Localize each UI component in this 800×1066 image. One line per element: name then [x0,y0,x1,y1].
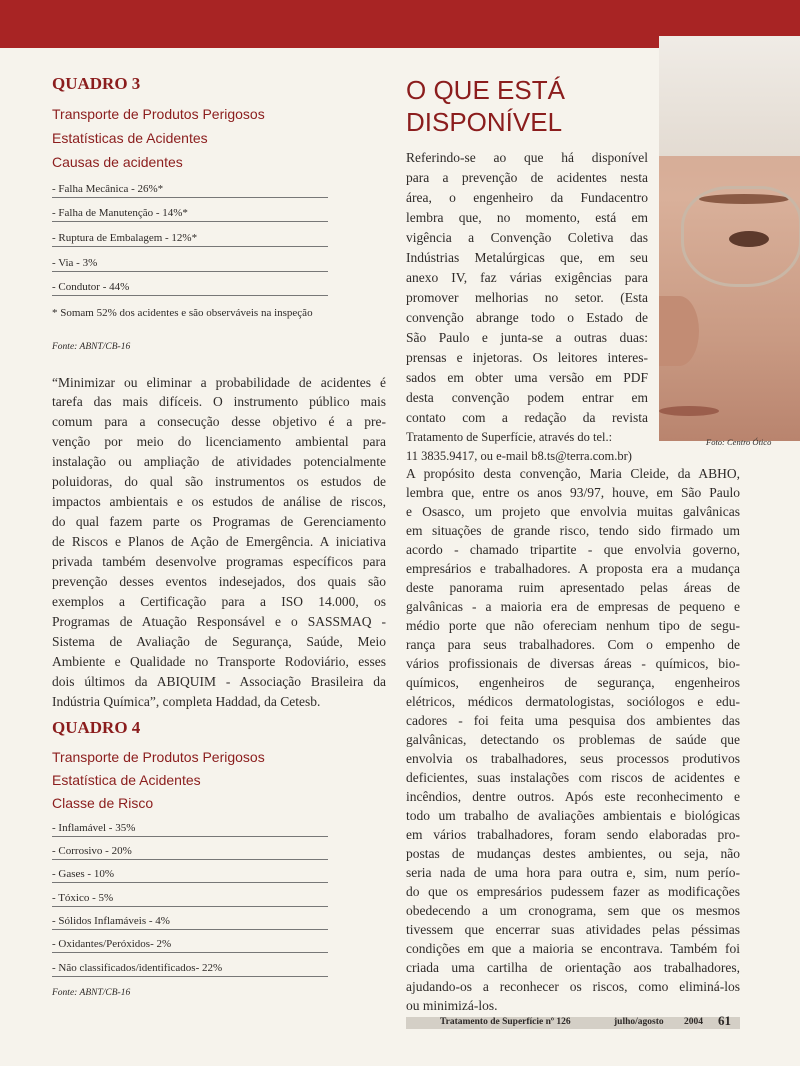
left-text-line: exemplos a Certificação para a ISO 14.000, os [52,594,386,609]
section-title-line-1: O QUE ESTÁ [406,75,565,105]
left-text-line: tarefa das mais difíceis. O instrumento público mais [52,394,386,409]
quadro4-subtitle-2: Estatística de Acidentes [52,772,201,788]
photo-mouth [659,406,719,416]
quadro4-item: - Tóxico - 5% [52,892,328,907]
right-text-line: galvânicas - a maioria era de empresas de pequeno e [406,599,740,614]
page-footer [406,1017,740,1029]
right-text-line: 11 3835.9417, ou e-mail b8.ts@terra.com.br) [406,449,632,463]
right-text-line: área, o engenheiro da Fundacentro [406,190,648,205]
photo-eye [729,231,769,247]
photo-man-with-safety-glasses [659,36,800,441]
right-text-line: para a prevenção de acidentes nesta [406,170,648,185]
quadro4-subtitle-3: Classe de Risco [52,795,154,811]
right-text-line: postas de mudanças destes ambientes, ou seja, não [406,846,740,861]
right-text-line: acordo - chamado tripartite - que envolvia governo, [406,542,740,557]
left-text-line: instalação ou ampliação de atividades potencialmente [52,454,386,469]
photo-nose [659,296,699,366]
left-text-line: poluidoras, do qual são instrumentos os estudos de [52,474,386,489]
quadro4-item: - Inflamável - 35% [52,822,328,837]
right-text-line: ou minimizá-los. [406,998,498,1013]
quadro4-item: - Oxidantes/Peróxidos- 2% [52,938,328,953]
right-text-line: cadores - foi feita uma pesquisa dos ambientes das [406,713,740,728]
left-text-line: dois últimos da ABIQUIM - Associação Brasileira da [52,674,386,689]
right-text-line: envolvia os trabalhadores, seus processos produtivos [406,751,740,766]
quadro3-item: - Ruptura de Embalagem - 12%* [52,232,328,247]
photo-hair [659,36,800,156]
right-text-line: em situações de grande risco, tendo sido firmado um [406,523,740,538]
right-text-line: incêndios, dentre outros. Após este reconhecimento e [406,789,740,804]
right-text-line: desta convenção podem entrar em [406,390,648,405]
left-text-line: Programas de Atuação Responsável e o SASSMAQ - [52,614,386,629]
quadro3-note: * Somam 52% dos acidentes e são observáveis na inspeção [52,307,313,319]
photo-credit: Foto: Centro Ótico [706,437,772,447]
left-text-line: impactos ambientais e os estudos de análise de riscos, [52,494,386,509]
left-text-line: de Riscos e Planos de Ação de Emergência. A iniciativa [52,534,386,549]
right-text-line: em vários trabalhadores, foram sendo elaboradas pro- [406,827,740,842]
right-text-line: todo um trabalho de avaliações ambientais e biológicas [406,808,740,823]
quadro3-source: Fonte: ABNT/CB-16 [52,342,131,352]
right-text-line: contato com a redação da revista [406,410,648,425]
quadro4-item: - Sólidos Inflamáveis - 4% [52,915,328,930]
right-text-line: vigência a Convenção Coletiva das [406,230,648,245]
right-text-line: ajudando-os a reconhecer os riscos, como eliminá-los [406,979,740,994]
left-text-line: “Minimizar ou eliminar a probabilidade de acidentes é [52,375,386,390]
section-title [406,74,666,138]
right-text-line: rança para seus trabalhadores. Com o empenho de [406,637,740,652]
right-text-line: obedecendo a um cronograma, sem que os mesmos [406,903,740,918]
section-title-line-2: DISPONÍVEL [406,107,563,137]
quadro4-item: - Corrosivo - 20% [52,845,328,860]
left-text-line: Ambiente e Qualidade no Transporte Rodoviário, esses [52,654,386,669]
left-text-line: comum para a consecução desse objetivo é a pre- [52,414,386,429]
right-text-line: médio porte que não ofereciam nenhum tipo de segu- [406,618,740,633]
footer-magazine: Tratamento de Superfície nº 126 [440,1017,571,1027]
quadro3-subtitle-2: Estatísticas de Acidentes [52,130,208,146]
right-text-line: seria nada de uma hora para outra e, sim, num perío- [406,865,740,880]
page-number: 61 [718,1013,731,1028]
right-text-line: galvânicas, detectando os problemas de saúde que [406,732,740,747]
quadro4-item: - Não classificados/identificados- 22% [52,962,328,977]
footer-period: julho/agosto [614,1017,664,1027]
right-text-line: prensas e injetoras. Os leitores interes- [406,350,648,365]
right-text-line: criada uma cartilha de orientação aos trabalhadores, [406,960,740,975]
left-text-line: Sistema de Avaliação de Segurança, Saúde, Meio [52,634,386,649]
left-text-line: venção por meio do licenciamento ambiental para [52,434,386,449]
right-text-line: vários profissionais de diversas áreas - químicos, bio- [406,656,740,671]
right-text-line: químicos, engenheiros de segurança, engenheiros [406,675,740,690]
right-text-line: empresários e trabalhadores. A proposta era a mudança [406,561,740,576]
quadro4-subtitle-1: Transporte de Produtos Perigosos [52,749,265,765]
right-text-line: lembra que, entre os anos 93/97, houve, em São Paulo [406,485,740,500]
left-text-line: prevenção desses eventos indesejados, dos quais são [52,574,386,589]
right-text-line: lembra que, no momento, está em [406,210,648,225]
right-text-line: e Osasco, um projeto que envolvia muitas galvânicas [406,504,740,519]
right-text-line: deste panorama ruim apresentado pelas áreas de [406,580,740,595]
right-text-line: Indústrias Metalúrgicas que, em seu [406,250,648,265]
quadro4-item: - Gases - 10% [52,868,328,883]
right-text-line: sados em obter uma versão em PDF [406,370,648,385]
right-text-line: anexo IV, faz várias exigências para [406,270,648,285]
left-text-line: privada também desenvolve programas específicos para [52,554,386,569]
quadro3-item: - Via - 3% [52,257,328,272]
quadro3-item: - Condutor - 44% [52,281,328,296]
quadro4-source: Fonte: ABNT/CB-16 [52,988,131,998]
quadro3-heading: QUADRO 3 [52,74,141,93]
right-text-line: A propósito desta convenção, Maria Cleide, da ABHO, [406,466,740,481]
right-text-line: promover melhorias no setor. (Esta [406,290,648,305]
right-text-line: condições em que a maioria se encontrava. Também foi [406,941,740,956]
right-text-line: elétricos, médicos dermatologistas, sociólogos e edu- [406,694,740,709]
right-text-line: São Paulo e junta-se a outras duas: [406,330,648,345]
quadro3-item: - Falha Mecânica - 26%* [52,183,328,198]
right-text-line: deficientes, suas instalações com riscos de acidentes e [406,770,740,785]
quadro3-subtitle-1: Transporte de Produtos Perigosos [52,106,265,122]
left-text-line: Indústria Química”, completa Haddad, da Cetesb. [52,694,321,709]
quadro3-item: - Falha de Manutenção - 14%* [52,207,328,222]
right-text-line: tivessem que encerrar suas atividades pelas péssimas [406,922,740,937]
quadro3-subtitle-3: Causas de acidentes [52,154,183,170]
quadro4-heading: QUADRO 4 [52,718,141,737]
footer-year: 2004 [684,1017,703,1027]
right-text-line: do que os empresários pudessem fazer as modificações [406,884,740,899]
right-text-line: Referindo-se ao que há disponível [406,150,648,165]
left-text-line: do qual fazem parte os Programas de Gerenciamento [52,514,386,529]
right-text-line: Tratamento de Superfície, através do tel.: [406,430,613,444]
right-text-line: convenção abrange todo o Estado de [406,310,648,325]
